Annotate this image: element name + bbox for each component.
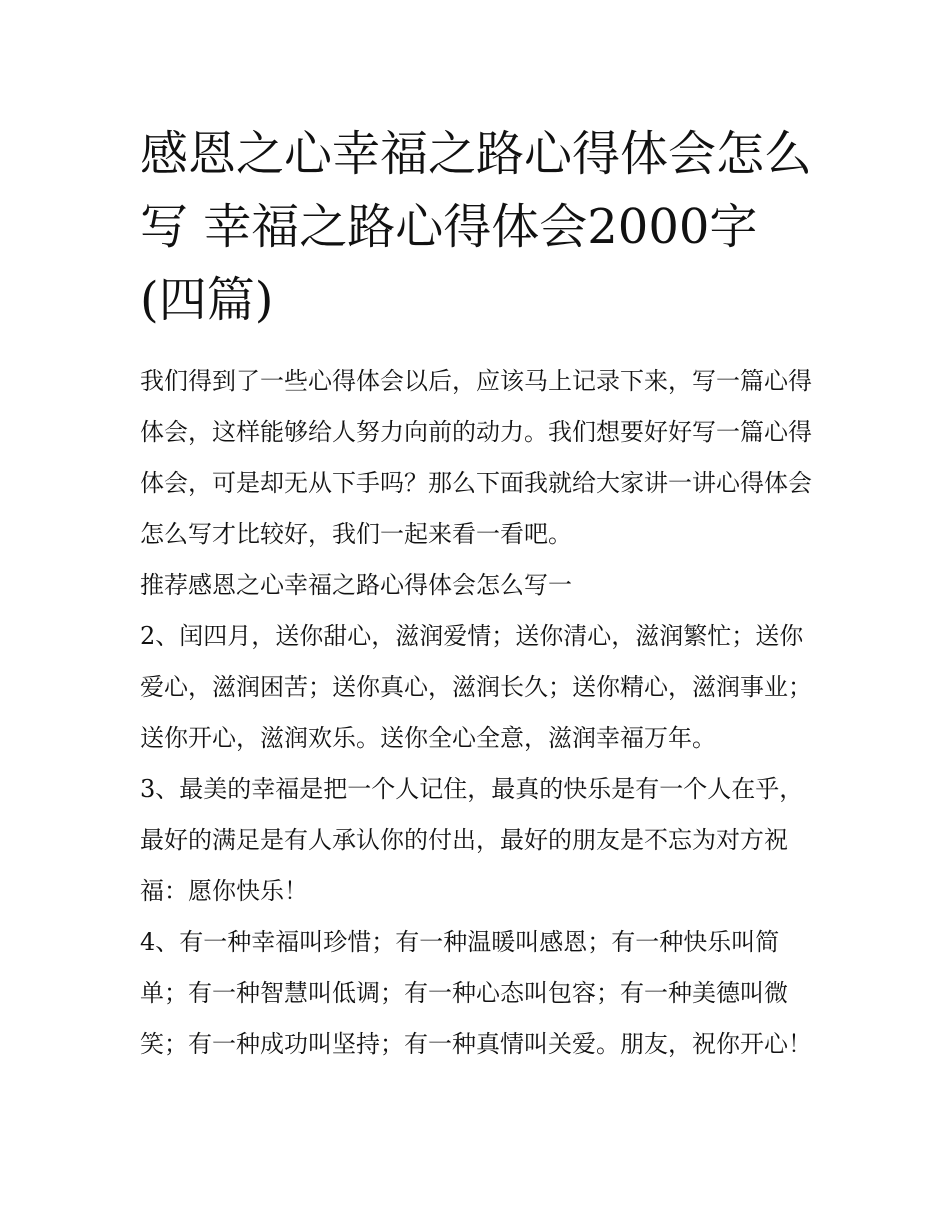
intro-paragraph: 我们得到了一些心得体会以后，应该马上记录下来，写一篇心得体会，这样能够给人努力向前的动力。我们想要好好写一篇心得体会，可是却无从下手吗？那么下面我就给大家讲一讲心得体会怎么写才比较好，我们一起来看一看吧。 (140, 367, 812, 548)
list-item: 4、有一种幸福叫珍惜；有一种温暖叫感恩；有一种快乐叫简单；有一种智慧叫低调；有一种心态叫包容；有一种美德叫微笑；有一种成功叫坚持；有一种真情叫关爱。朋友，祝你开心！ (140, 928, 812, 1058)
document-body (140, 356, 820, 1070)
document-title: 感恩之心幸福之路心得体会怎么写 幸福之路心得体会2000字(四篇) (140, 126, 813, 328)
list-item: 2、闰四月，送你甜心，滋润爱情；送你清心，滋润繁忙；送你爱心，滋润困苦；送你真心，滋润长久；送你精心，滋润事业；送你开心，滋润欢乐。送你全心全意，滋润幸福万年。 (140, 622, 812, 752)
list-item: 3、最美的幸福是把一个人记住，最真的快乐是有一个人在乎，最好的满足是有人承认你的付出，最好的朋友是不忘为对方祝福：愿你快乐！ (140, 775, 804, 905)
section-heading: 推荐感恩之心幸福之路心得体会怎么写一 (140, 571, 572, 599)
